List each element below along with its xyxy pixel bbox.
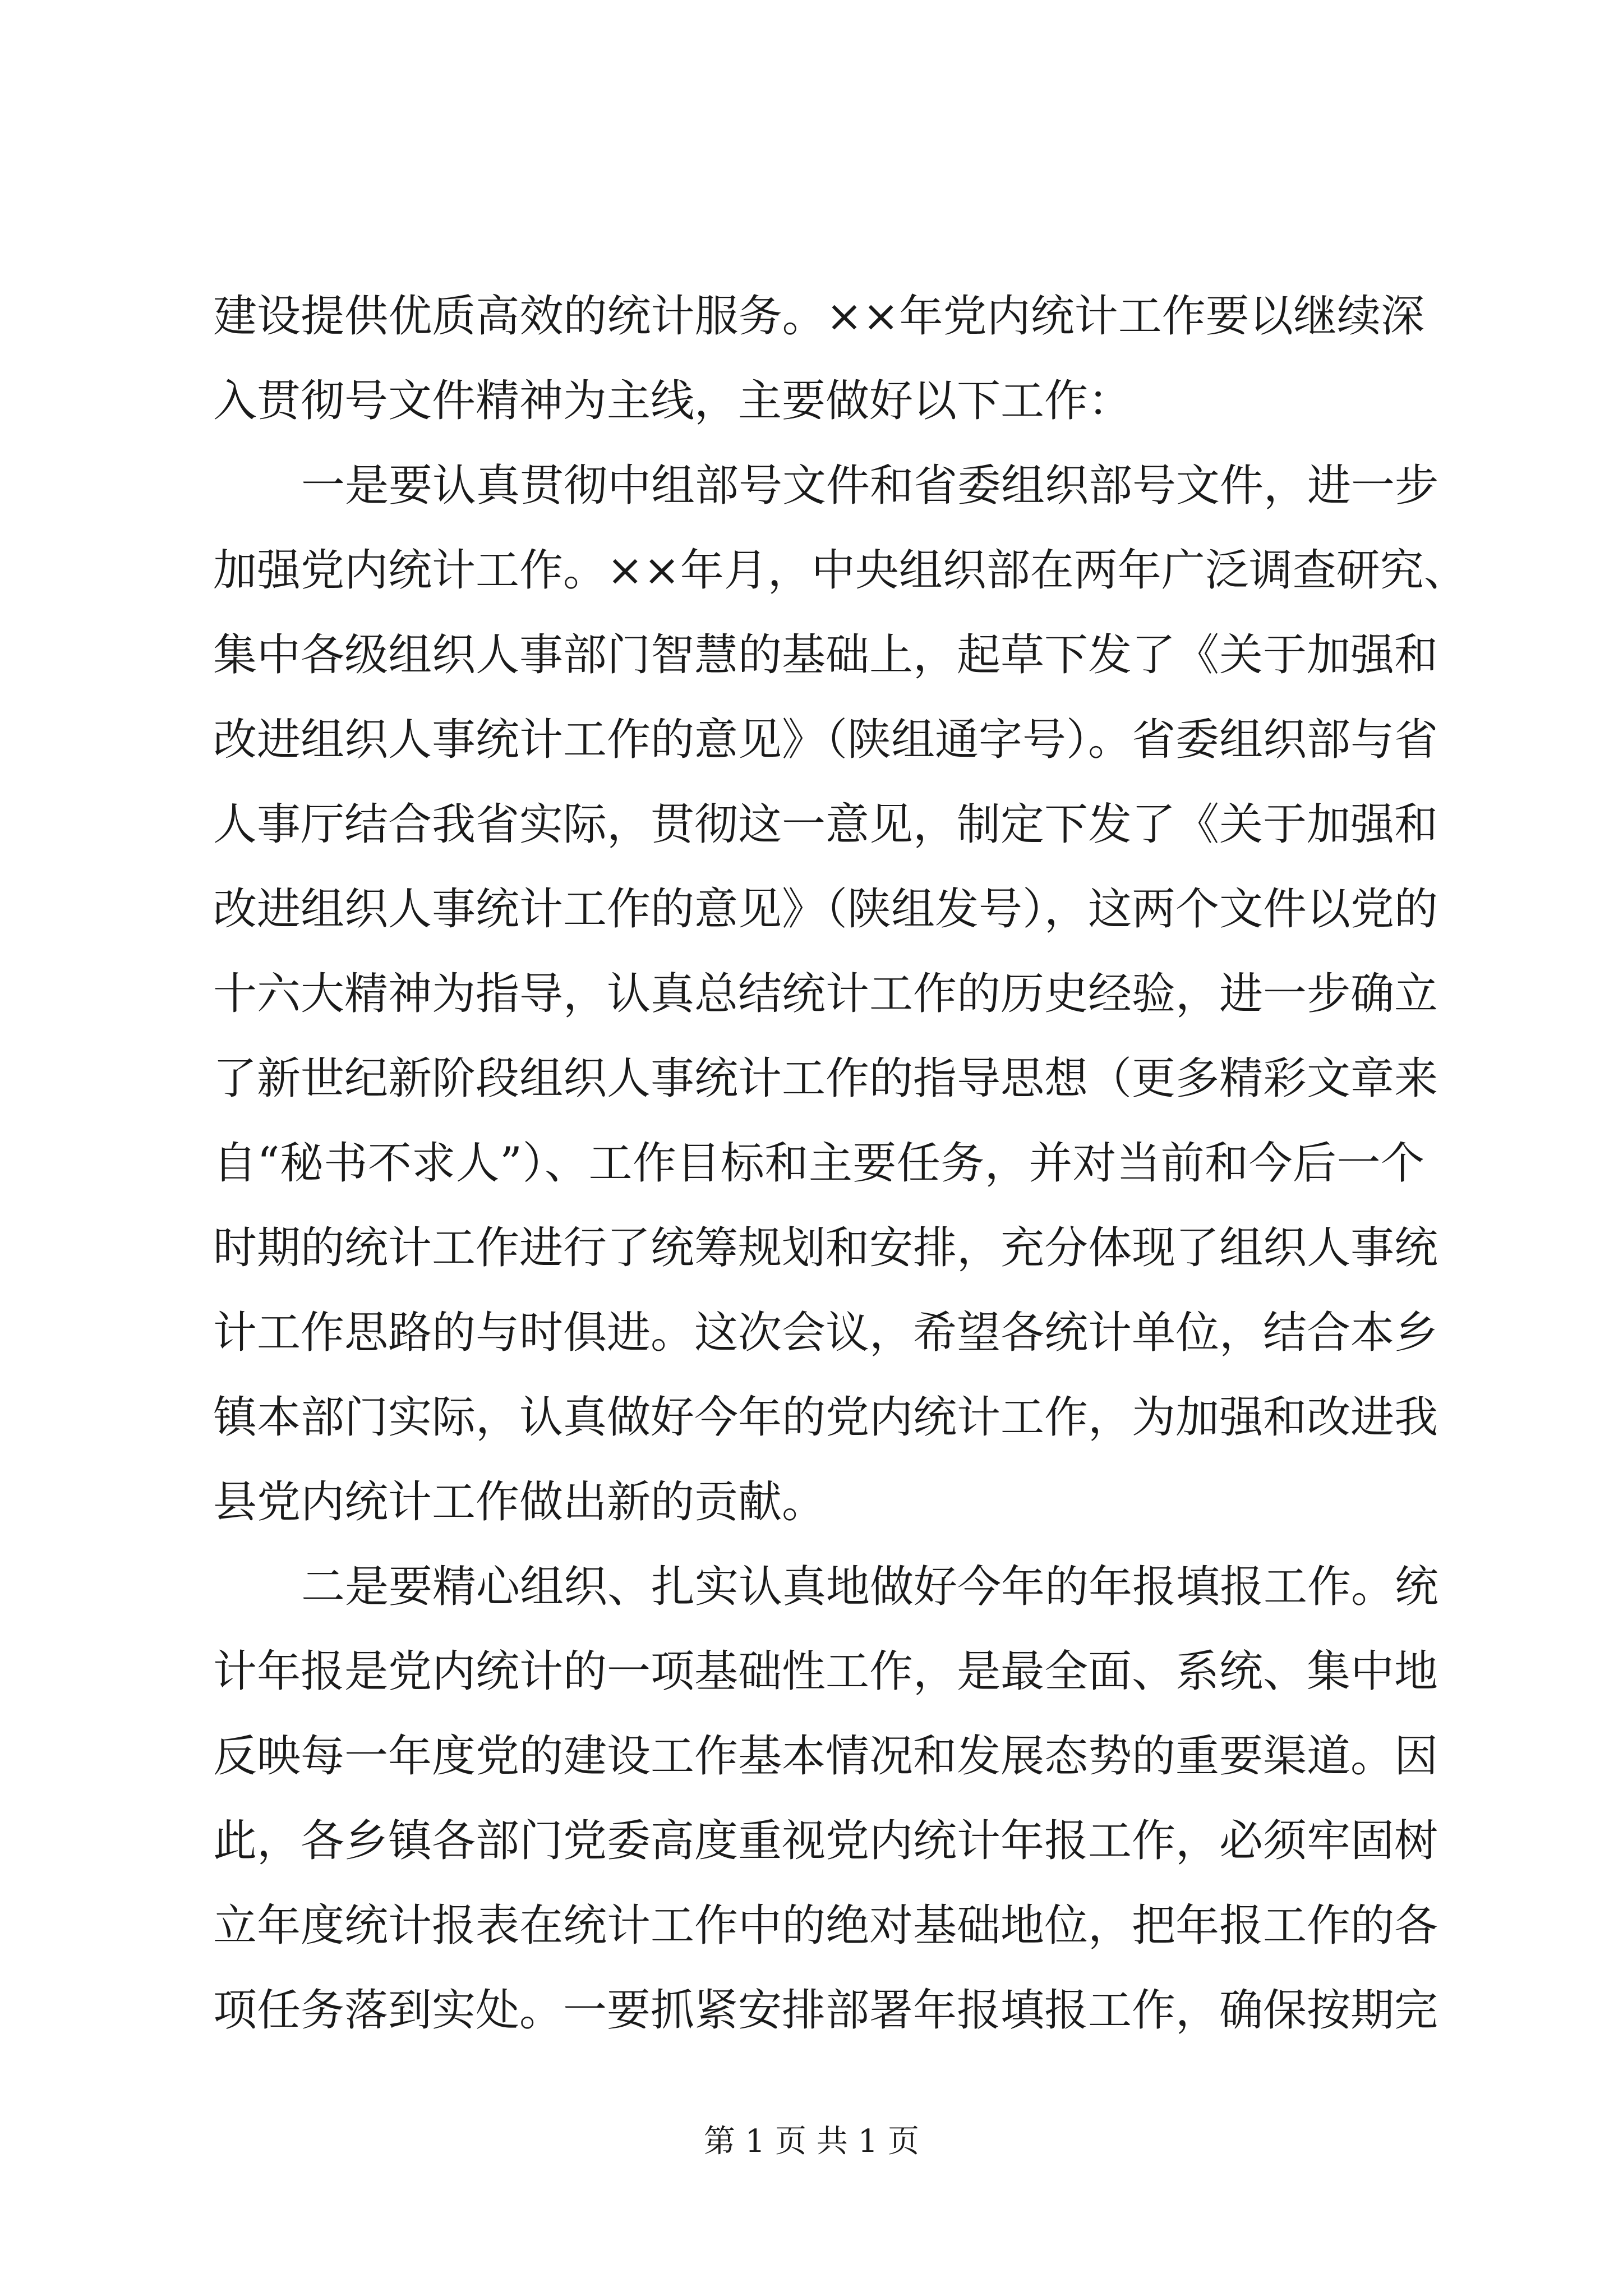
text-line: 反映每一年度党的建设工作基本情况和发展态势的重要渠道。因 — [213, 1731, 1438, 1782]
text-line: 计年报是党内统计的一项基础性工作，是最全面、系统、集中地 — [213, 1646, 1438, 1697]
page-footer: 第 1 页 共 1 页 — [703, 2123, 920, 2160]
text-line: 人事厅结合我省实际，贯彻这一意见，制定下发了《关于加强和 — [213, 799, 1438, 850]
text-line: 十六大精神为指导，认真总结统计工作的历史经验，进一步确立 — [213, 969, 1438, 1019]
text-line: 立年度统计报表在统计工作中的绝对基础地位，把年报工作的各 — [213, 1901, 1438, 1951]
text-line: 改进组织人事统计工作的意见》（陕组发号），这两个文件以党的 — [213, 884, 1438, 935]
text-line: 计工作思路的与时俱进。这次会议，希望各统计单位，结合本乡 — [213, 1308, 1438, 1358]
text-line: 加强党内统计工作。××年月，中央组织部在两年广泛调查研究、 — [213, 545, 1468, 596]
text-line: 建设提供优质高效的统计服务。××年党内统计工作要以继续深 — [213, 291, 1424, 342]
text-line: 集中各级组织人事部门智慧的基础上，起草下发了《关于加强和 — [213, 630, 1438, 680]
text-line: 一是要认真贯彻中组部号文件和省委组织部号文件，进一步 — [301, 461, 1439, 511]
text-line: 自“秘书不求人”）、工作目标和主要任务，并对当前和今后一个 — [213, 1138, 1424, 1189]
text-line: 镇本部门实际，认真做好今年的党内统计工作，为加强和改进我 — [213, 1392, 1438, 1443]
text-line: 改进组织人事统计工作的意见》（陕组通字号）。省委组织部与省 — [213, 715, 1438, 765]
text-line: 时期的统计工作进行了统筹规划和安排，充分体现了组织人事统 — [213, 1223, 1438, 1273]
body-text — [213, 291, 1468, 2073]
text-line: 县党内统计工作做出新的贡献。 — [213, 1477, 826, 1527]
text-line: 项任务落到实处。一要抓紧安排部署年报填报工作，确保按期完 — [213, 1985, 1438, 2036]
text-line: 此，各乡镇各部门党委高度重视党内统计年报工作，必须牢固树 — [213, 1816, 1438, 1866]
text-line: 了新世纪新阶段组织人事统计工作的指导思想（更多精彩文章来 — [213, 1053, 1438, 1104]
text-line: 入贯彻号文件精神为主线，主要做好以下工作： — [213, 376, 1132, 426]
text-line: 二是要精心组织、扎实认真地做好今年的年报填报工作。统 — [301, 1562, 1439, 1612]
